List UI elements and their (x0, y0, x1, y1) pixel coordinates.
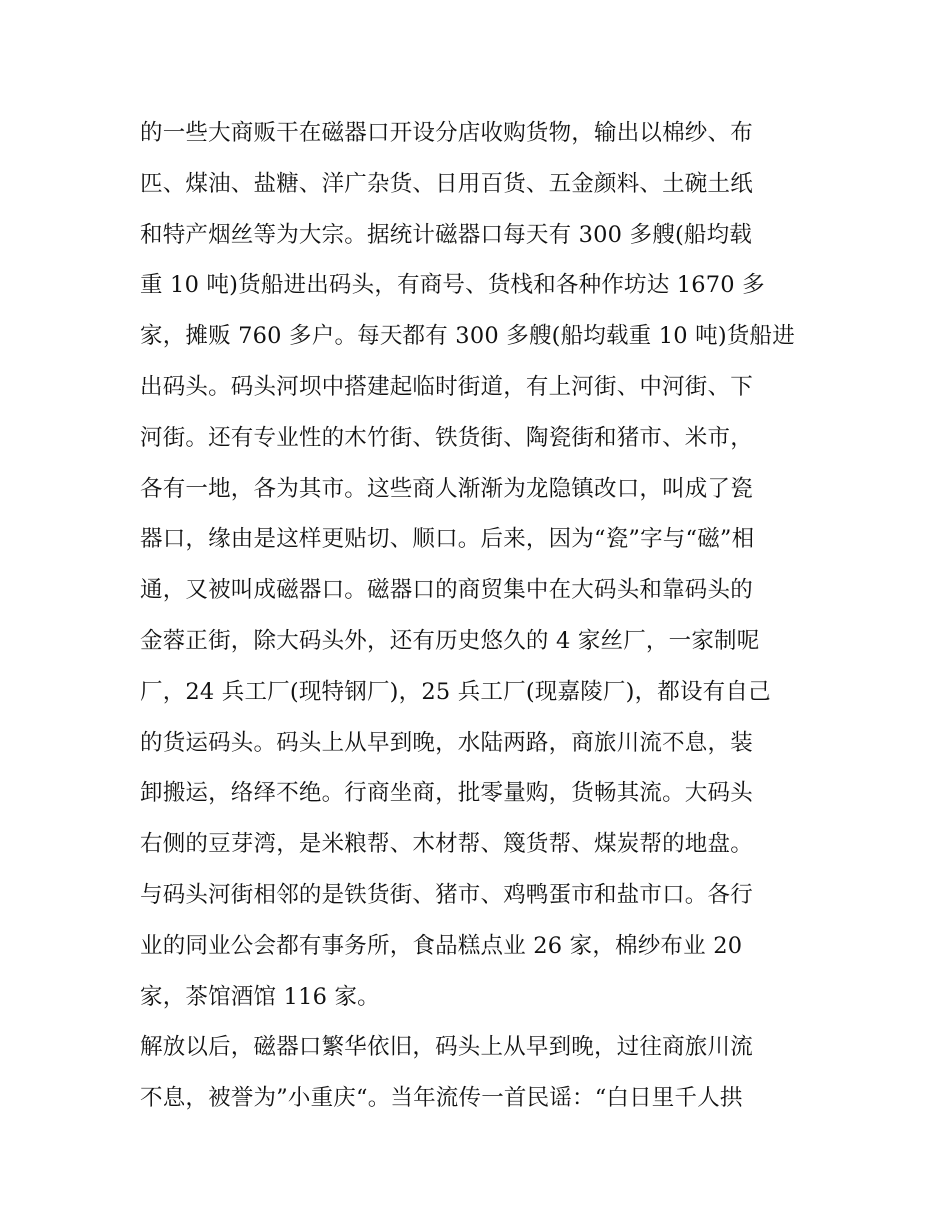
text-line: 厂，24 兵工厂(现特钢厂)，25 兵工厂(现嘉陵厂)，都设有自己 (140, 678, 771, 705)
text-line: 器口，缘由是这样更贴切、顺口。后来，因为“瓷”字与“磁”相 (140, 526, 755, 553)
text-line: 各有一地，各为其市。这些商人渐渐为龙隐镇改口，叫成了瓷 (140, 475, 753, 502)
text-line: 与码头河街相邻的是铁货街、猪市、鸡鸭蛋市和盐市口。各行 (140, 881, 753, 908)
text-line: 的货运码头。码头上从早到晚，水陆两路，商旅川流不息，装 (140, 729, 753, 756)
text-line: 和特产烟丝等为大宗。据统计磁器口每天有 300 多艘(船均载 (140, 221, 753, 248)
text-line: 通，又被叫成磁器口。磁器口的商贸集中在大码头和靠码头的 (140, 577, 753, 604)
text-line: 解放以后，磁器口繁华依旧，码头上从早到晚，过往商旅川流 (140, 1034, 753, 1061)
text-line: 重 10 吨)货船进出码头，有商号、货栈和各种作坊达 1670 多 (140, 272, 765, 299)
text-line: 业的同业公会都有事务所，食品糕点业 26 家，棉纱布业 20 (140, 932, 743, 959)
text-line: 的一些大商贩干在磁器口开设分店收购货物，输出以棉纱、布 (140, 120, 753, 146)
text-line: 家，茶馆酒馆 116 家。 (140, 983, 380, 1010)
text-line: 右侧的豆芽湾，是米粮帮、木材帮、篾货帮、煤炭帮的地盘。 (140, 831, 753, 858)
text-line: 卸搬运，络绎不绝。行商坐商，批零量购，货畅其流。大码头 (140, 780, 753, 807)
document-page (140, 108, 820, 1124)
text-line: 出码头。码头河坝中搭建起临时街道，有上河街、中河街、下 (140, 373, 753, 400)
text-line: 金蓉正街，除大码头外，还有历史悠久的 4 家丝厂，一家制呢 (140, 627, 760, 654)
text-line: 不息，被誉为”小重庆“。当年流传一首民谣：“白日里千人拱 (140, 1085, 743, 1112)
text-line: 家，摊贩 760 多户。每天都有 300 多艘(船均载重 10 吨)货船进 (140, 323, 795, 350)
text-line: 匹、煤油、盐糖、洋广杂货、日用百货、五金颜料、土碗土纸 (140, 170, 753, 197)
text-line: 河街。还有专业性的木竹街、铁货街、陶瓷街和猪市、米市， (140, 424, 753, 451)
